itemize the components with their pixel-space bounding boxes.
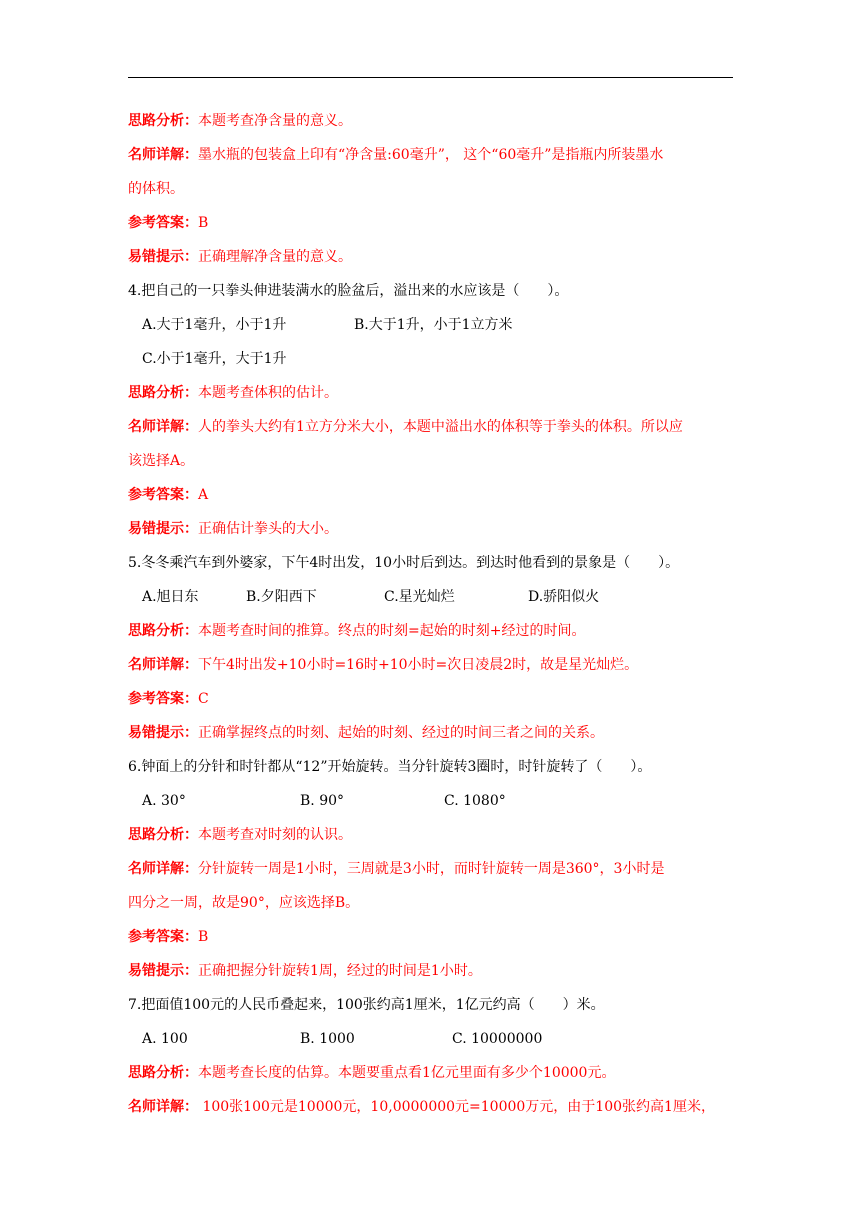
tip-label: 易错提示： [128,725,198,741]
answer-label: 参考答案： [128,691,198,707]
tip-label: 易错提示： [128,963,198,979]
analysis-text: 本题考查长度的估算。本题要重点看1亿元里面有多少个10000元。 [198,1065,616,1081]
tip-text: 正确把握分针旋转1周，经过的时间是1小时。 [198,963,482,979]
tip-text: 正确理解净含量的意义。 [198,249,352,265]
q3-analysis [128,108,734,142]
explain-text: 墨水瓶的包装盒上印有“净含量:60毫升”， 这个“60毫升”是指瓶内所装墨水 [198,147,664,163]
q3-explain-cont: 的体积。 [128,181,184,197]
q5-explain [128,652,734,686]
q5-option-c: C.星光灿烂 [384,589,455,605]
q4-analysis [128,380,734,414]
explain-text: 下午4时出发+10小时=16时+10小时=次日凌晨2时，故是星光灿烂。 [198,657,639,673]
q5-option-a: A.旭日东 [142,589,199,605]
q3-explain [128,142,734,176]
tip-text: 正确掌握终点的时刻、起始的时刻、经过的时间三者之间的关系。 [198,725,604,741]
answer-label: 参考答案： [128,215,198,231]
answer-text: A [198,487,209,503]
q4-option-c: C.小于1毫升，大于1升 [142,351,287,367]
explain-text: 分针旋转一周是1小时，三周就是3小时，而时针旋转一周是360°，3小时是 [198,861,665,877]
header-rule [128,77,733,78]
tip-label: 易错提示： [128,249,198,265]
q3-answer [128,210,734,244]
q4-option-a: A.大于1毫升，小于1升 [142,317,287,333]
answer-text: B [198,215,209,231]
explain-label: 名师详解： [128,657,198,673]
analysis-text: 本题考查对时刻的认识。 [198,827,352,843]
q7-option-b: B. 1000 [300,1031,355,1047]
q7-question: 7.把面值100元的人民币叠起来，100张约高1厘米，1亿元约高（ ）米。 [128,997,605,1013]
document-body [128,108,734,1128]
q5-tip [128,720,734,754]
analysis-label: 思路分析： [128,1065,198,1081]
q6-explain-cont: 四分之一周，故是90°，应该选择B。 [128,895,360,911]
answer-label: 参考答案： [128,929,198,945]
q5-question: 5.冬冬乘汽车到外婆家，下午4时出发，10小时后到达。到达时他看到的景象是（ ）。 [128,555,680,571]
q6-explain [128,856,734,890]
q5-options [128,584,734,618]
q4-explain [128,414,734,448]
q4-explain-cont: 该选择A。 [128,453,195,469]
explain-text: 人的拳头大约有1立方分米大小，本题中溢出水的体积等于拳头的体积。所以应 [198,419,683,435]
q6-analysis [128,822,734,856]
explain-label: 名师详解： [128,147,198,163]
q6-options [128,788,734,822]
explain-label: 名师详解： [128,1099,198,1115]
q7-option-c: C. 10000000 [452,1031,543,1047]
answer-text: B [198,929,209,945]
q4-question: 4.把自己的一只拳头伸进装满水的脸盆后，溢出来的水应该是（ ）。 [128,283,569,299]
tip-label: 易错提示： [128,521,198,537]
answer-text: C [198,691,209,707]
q5-option-b: B.夕阳西下 [246,589,317,605]
q3-tip [128,244,734,278]
analysis-text: 本题考查体积的估计。 [198,385,338,401]
q6-option-a: A. 30° [142,793,186,809]
answer-label: 参考答案： [128,487,198,503]
explain-label: 名师详解： [128,861,198,877]
explain-label: 名师详解： [128,419,198,435]
q7-explain [128,1094,734,1128]
q7-analysis [128,1060,734,1094]
analysis-label: 思路分析： [128,113,198,129]
q6-option-b: B. 90° [300,793,345,809]
explain-text: 100张100元是10000元，10,0000000元=10000万元，由于100张约高1厘米， [198,1099,715,1115]
q4-answer [128,482,734,516]
q5-answer [128,686,734,720]
tip-text: 正确估计拳头的大小。 [198,521,338,537]
analysis-label: 思路分析： [128,385,198,401]
q6-question: 6.钟面上的分针和时针都从“12”开始旋转。当分针旋转3圈时，时针旋转了（ ）。 [128,759,652,775]
q4-tip [128,516,734,550]
analysis-label: 思路分析： [128,623,198,639]
q4-options-row1 [128,312,734,346]
q5-analysis [128,618,734,652]
q4-option-b: B.大于1升，小于1立方米 [354,317,513,333]
analysis-text: 本题考查净含量的意义。 [198,113,352,129]
q6-tip [128,958,734,992]
q6-option-c: C. 1080° [444,793,506,809]
q5-option-d: D.骄阳似火 [528,589,600,605]
q4-options-row2 [128,346,734,380]
q6-answer [128,924,734,958]
analysis-text: 本题考查时间的推算。终点的时刻=起始的时刻+经过的时间。 [198,623,586,639]
analysis-label: 思路分析： [128,827,198,843]
q7-option-a: A. 100 [142,1031,188,1047]
q7-options [128,1026,734,1060]
